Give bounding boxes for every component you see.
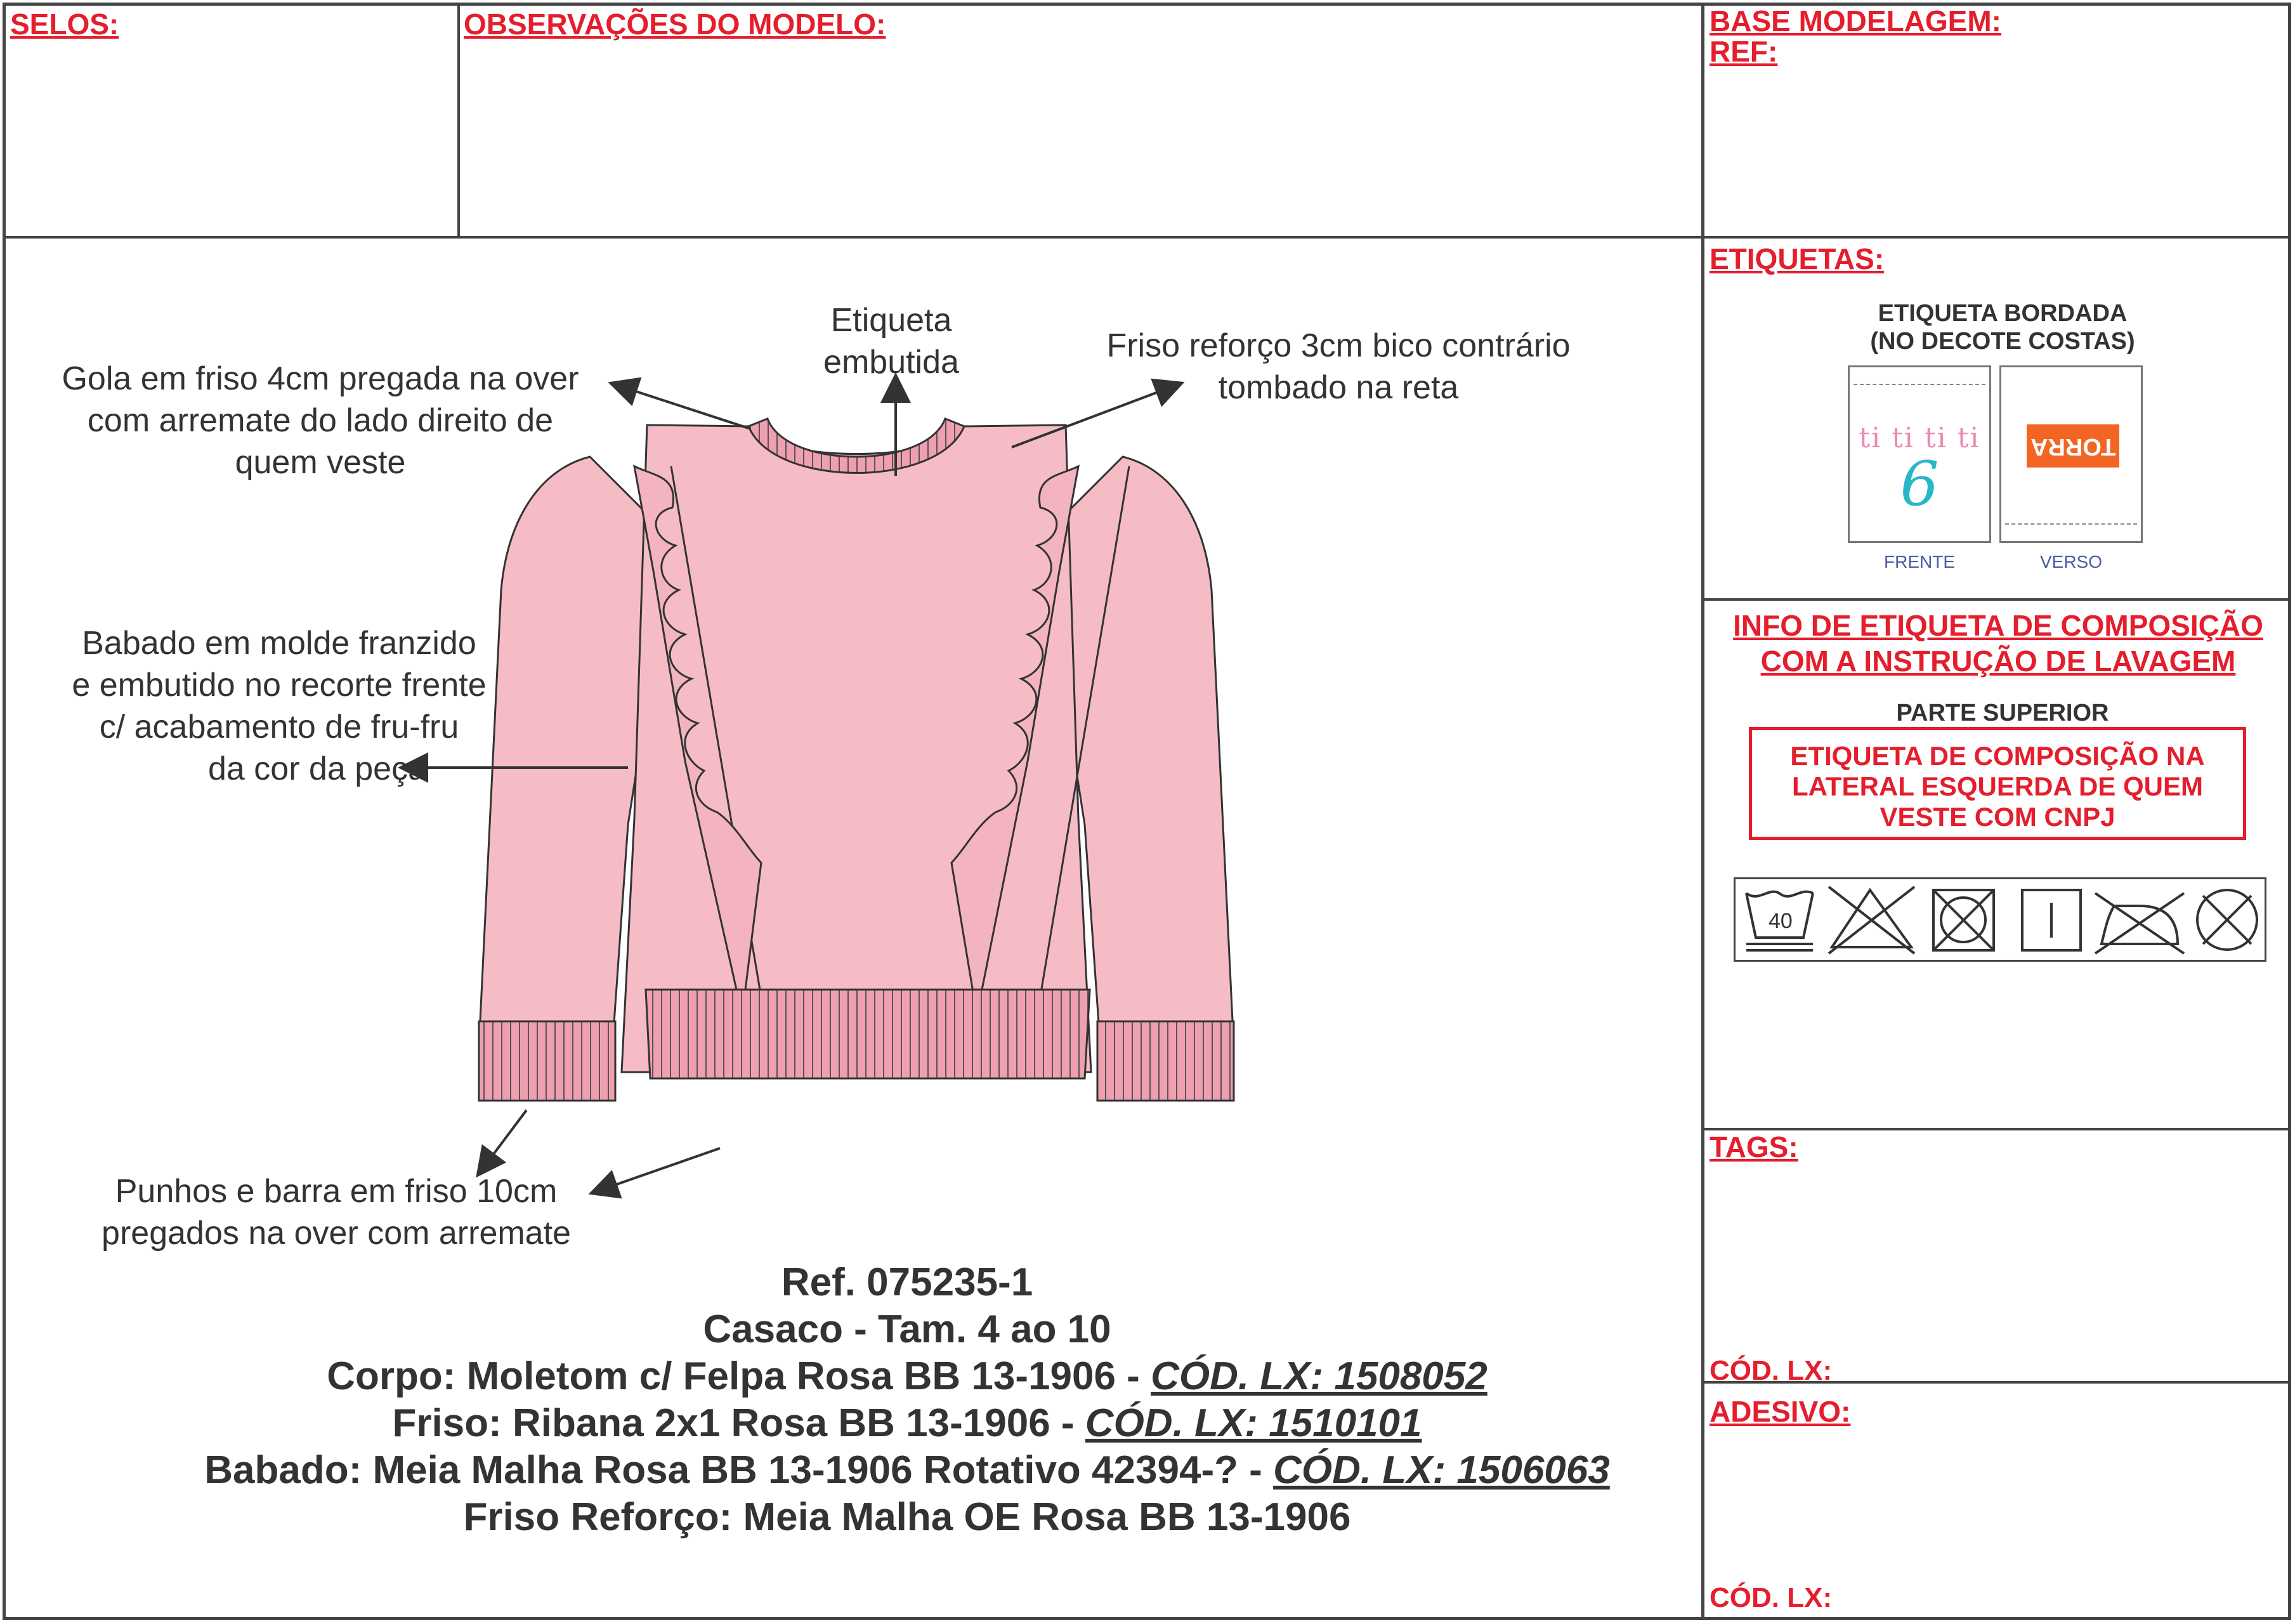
product-description (101, 1259, 1713, 1541)
tag-front-number: 6 (1900, 449, 1939, 520)
sidebar-line-1 (1701, 236, 2291, 239)
frente-label: FRENTE (1884, 552, 1955, 572)
wash-temp: 40 (1769, 909, 1793, 933)
product-casaco: Casaco - Tam. 4 ao 10 (703, 1307, 1111, 1351)
product-corpo: Corpo: Moletom c/ Felpa Rosa BB 13-1906 - CÓD. LX: 1508052 (327, 1354, 1488, 1398)
info-composicao-title: INFO DE ETIQUETA DE COMPOSIÇÃO COM A INSTRUÇÃO DE LAVAGEM (1733, 609, 2263, 678)
line-dry-icon (2022, 890, 2081, 950)
product-friso: Friso: Ribana 2x1 Rosa BB 13-1906 - CÓD. LX: 1510101 (392, 1401, 1422, 1445)
babado-note: Babado em molde franzido e embutido no recorte frente c/ acabamento de fru-fru da cor da peça (72, 625, 487, 787)
observacoes-label: OBSERVAÇÕES DO MODELO: (464, 8, 886, 41)
no-iron-icon (2095, 893, 2184, 953)
etiqueta-note: Etiqueta embutida (823, 302, 959, 381)
care-symbols (1734, 877, 2266, 962)
base-modelagem-label: BASE MODELAGEM: (1710, 4, 2001, 37)
friso-reforco-note: Friso reforço 3cm bico contrário tombado na reta (1106, 327, 1571, 406)
gola-note: Gola em friso 4cm pregada na over com arremate do lado direito de quem veste (62, 360, 579, 481)
no-tumble-dry-icon (1933, 890, 1994, 950)
sidebar-line-2 (1701, 598, 2291, 601)
ref-label: REF: (1710, 35, 1778, 68)
etiqueta-bordada-title: ETIQUETA BORDADA (NO DECOTE COSTAS) (1870, 300, 2135, 355)
tag-front (1848, 365, 1991, 543)
tag-front-brand: ti ti ti ti (1859, 422, 1980, 454)
product-friso-reforco: Friso Reforço: Meia Malha OE Rosa BB 13-1906 (463, 1495, 1351, 1539)
cod-lx-label-1: CÓD. LX: (1710, 1355, 1833, 1386)
parte-superior-label: PARTE SUPERIOR (1896, 700, 2109, 726)
etiquetas-label: ETIQUETAS: (1710, 242, 1885, 275)
punhos-note: Punhos e barra em friso 10cm pregados na over com arremate (101, 1173, 571, 1252)
verso-label: VERSO (2039, 552, 2103, 572)
tag-back-brand: TORRA (2027, 424, 2119, 468)
tags-label: TAGS: (1710, 1130, 1798, 1163)
wash-40-icon (1746, 892, 1813, 950)
cod-lx-label-2: CÓD. LX: (1710, 1582, 1833, 1613)
no-dry-clean-icon (2197, 890, 2257, 950)
tag-back (1999, 365, 2143, 543)
adesivo-label: ADESIVO: (1710, 1395, 1851, 1428)
selos-label: SELOS: (10, 8, 119, 41)
product-ref: Ref. 075235-1 (781, 1261, 1033, 1304)
composicao-text: ETIQUETA DE COMPOSIÇÃO NA LATERAL ESQUERDA DE QUEM VESTE COM CNPJ (1790, 741, 2205, 832)
no-bleach-icon (1829, 887, 1914, 953)
product-babado: Babado: Meia Malha Rosa BB 13-1906 Rotativo 42394-? - CÓD. LX: 1506063 (204, 1448, 1610, 1492)
